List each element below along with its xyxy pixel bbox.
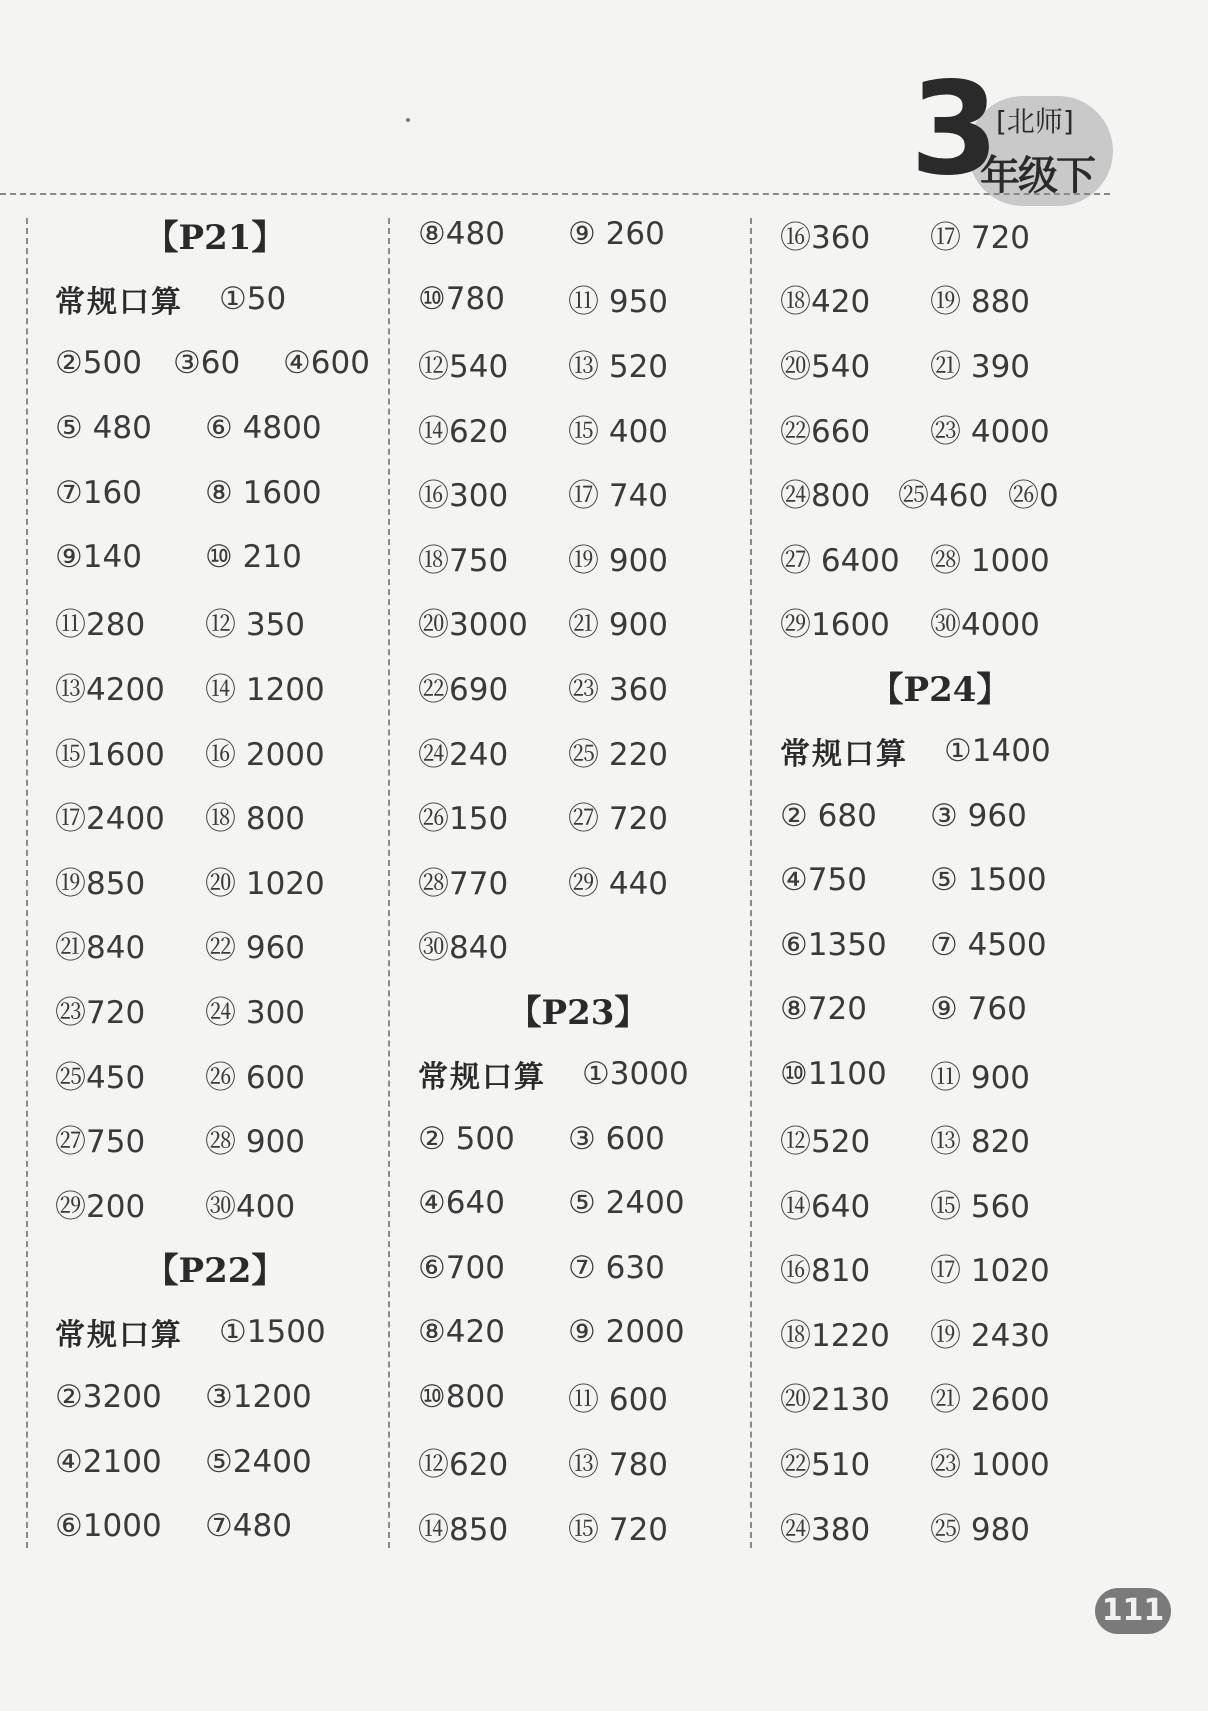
answer-row xyxy=(780,1106,1120,1171)
section-title: 【P22】 xyxy=(144,1251,286,1292)
answer-row xyxy=(55,396,395,461)
answer-item: ⑨ 260 xyxy=(568,216,665,253)
section-title: 【P24】 xyxy=(869,669,1011,710)
answer-item: ⑯300 xyxy=(418,478,509,515)
answer-row xyxy=(780,977,1120,1042)
answer-row xyxy=(418,460,758,525)
answer-item: ㉖150 xyxy=(418,801,509,838)
answer-row xyxy=(780,1236,1120,1301)
exercise-type-label: 常规口算 xyxy=(55,1318,183,1354)
answer-column-3 xyxy=(780,202,1120,1558)
answer-item: ⑲ 2430 xyxy=(930,1317,1050,1354)
answer-row xyxy=(418,202,758,267)
answer-item: ⑭620 xyxy=(418,413,509,450)
answer-item: ㉕450 xyxy=(55,1059,146,1096)
answer-item: ⑮ 400 xyxy=(568,413,669,450)
answer-item: ⑤ 480 xyxy=(55,410,152,447)
answer-item: ⑦160 xyxy=(55,474,142,511)
answer-row xyxy=(418,654,758,719)
answer-item: ⑱1220 xyxy=(780,1317,890,1354)
answer-item: ⑰2400 xyxy=(55,801,165,838)
section-title: 【P21】 xyxy=(144,217,286,258)
answer-item: ⑪ 900 xyxy=(930,1059,1031,1096)
answer-row xyxy=(418,396,758,461)
answer-item: ④640 xyxy=(418,1185,505,1222)
answer-row xyxy=(418,913,758,978)
answer-row xyxy=(418,848,758,913)
answer-row xyxy=(418,1365,758,1430)
answer-item: ①50 xyxy=(219,280,287,317)
answer-row xyxy=(780,1429,1120,1494)
answer-item: ①1400 xyxy=(944,733,1051,770)
answer-item: ⑪ 950 xyxy=(568,284,669,321)
answer-item: ⑨140 xyxy=(55,539,142,576)
answer-item: ㉘770 xyxy=(418,865,509,902)
answer-item: ①1500 xyxy=(219,1314,326,1351)
answer-item: ⑩1100 xyxy=(780,1056,887,1093)
answer-row xyxy=(55,913,395,978)
answer-item: ⑱ 800 xyxy=(205,801,306,838)
answer-item: ⑭850 xyxy=(418,1511,509,1548)
grade-badge xyxy=(908,55,1118,208)
answer-item: ⑦ 4500 xyxy=(930,926,1047,963)
answer-item: ⑰ 1020 xyxy=(930,1253,1050,1290)
answer-item: ⑳540 xyxy=(780,348,871,385)
answer-item: ④600 xyxy=(283,345,370,382)
answer-row xyxy=(418,267,758,332)
answer-item: ③60 xyxy=(173,345,241,382)
answer-item: ㉗750 xyxy=(55,1124,146,1161)
answer-item: ㉒510 xyxy=(780,1447,871,1484)
answer-item: ⑫540 xyxy=(418,348,509,385)
answer-row xyxy=(780,1365,1120,1430)
answer-item: ③ 600 xyxy=(568,1120,665,1157)
answer-item: ⑥ 4800 xyxy=(205,410,322,447)
answer-item: ⑫ 350 xyxy=(205,607,306,644)
answer-item: ㉑840 xyxy=(55,930,146,967)
answer-row xyxy=(418,1429,758,1494)
answer-item: ㉔380 xyxy=(780,1511,871,1548)
answer-item: ⑦ 630 xyxy=(568,1249,665,1286)
answer-item: ⑧420 xyxy=(418,1314,505,1351)
answer-row xyxy=(55,1365,395,1430)
answer-item: ㉘ 900 xyxy=(205,1124,306,1161)
answer-row xyxy=(418,1106,758,1171)
answer-row xyxy=(780,267,1120,332)
answer-column-2 xyxy=(418,202,758,1558)
answer-item: ⑨ 2000 xyxy=(568,1314,685,1351)
answer-row xyxy=(55,331,395,396)
answer-item: ⑧720 xyxy=(780,991,867,1028)
answer-row xyxy=(780,1042,1120,1107)
answer-item: ㉙200 xyxy=(55,1188,146,1225)
answer-item: ⑥700 xyxy=(418,1249,505,1286)
answer-item: ⑲ 880 xyxy=(930,284,1031,321)
answer-item: ②3200 xyxy=(55,1378,162,1415)
answer-row xyxy=(418,1236,758,1301)
answer-item: ②500 xyxy=(55,345,142,382)
answer-item: ⑯360 xyxy=(780,219,871,256)
answer-item: ⑰ 720 xyxy=(930,219,1031,256)
answer-row xyxy=(55,590,395,655)
answer-item: ⑬4200 xyxy=(55,671,165,708)
answer-item: ⑫620 xyxy=(418,1447,509,1484)
answer-item: ⑲ 900 xyxy=(568,542,669,579)
answer-row xyxy=(55,1494,395,1559)
answer-item: ㉕ 220 xyxy=(568,736,669,773)
answer-row xyxy=(418,719,758,784)
answer-item: ⑤ 1500 xyxy=(930,862,1047,899)
answer-row xyxy=(55,783,395,848)
answer-row xyxy=(780,590,1120,655)
answer-item: ㉖ 600 xyxy=(205,1059,306,1096)
badge-number: 3 xyxy=(910,55,1000,204)
answer-item: ⑬ 820 xyxy=(930,1124,1031,1161)
answer-item: ④2100 xyxy=(55,1443,162,1480)
answer-item: ⑱420 xyxy=(780,284,871,321)
answer-item: ㉗ 720 xyxy=(568,801,669,838)
answer-item: ⑭640 xyxy=(780,1188,871,1225)
answer-item: ㉒ 960 xyxy=(205,930,306,967)
answer-row xyxy=(780,460,1120,525)
answer-item: ㉖0 xyxy=(1008,478,1059,515)
answer-item: ⑪280 xyxy=(55,607,146,644)
badge-grade: 年级下 xyxy=(980,153,1094,199)
answer-row xyxy=(780,1494,1120,1559)
answer-item: ⑤2400 xyxy=(205,1443,312,1480)
section-title: 【P23】 xyxy=(507,992,649,1033)
answer-row xyxy=(55,1429,395,1494)
answer-row xyxy=(780,913,1120,978)
answer-item: ㉙1600 xyxy=(780,607,890,644)
answer-item: ㉘ 1000 xyxy=(930,542,1050,579)
answer-item: ④750 xyxy=(780,862,867,899)
answer-row xyxy=(418,331,758,396)
answer-row xyxy=(418,590,758,655)
answer-item: ⑪ 600 xyxy=(568,1382,669,1419)
answer-item: ㉓ 360 xyxy=(568,671,669,708)
answer-item: ⑲850 xyxy=(55,865,146,902)
answer-item: ③ 960 xyxy=(930,797,1027,834)
answer-item: ⑥1350 xyxy=(780,926,887,963)
answer-item: ⑩ 210 xyxy=(205,539,302,576)
answer-item: ㉚4000 xyxy=(930,607,1040,644)
answer-row xyxy=(780,1300,1120,1365)
answer-item: ㉑ 2600 xyxy=(930,1382,1050,1419)
answer-row xyxy=(55,1042,395,1107)
section-first-row xyxy=(780,719,1120,784)
answer-item: ㉑ 900 xyxy=(568,607,669,644)
answer-item: ⑤ 2400 xyxy=(568,1185,685,1222)
answer-row xyxy=(780,525,1120,590)
answer-row xyxy=(418,1171,758,1236)
answer-item: ㉓ 1000 xyxy=(930,1447,1050,1484)
answer-item: ㉚840 xyxy=(418,930,509,967)
answer-row xyxy=(418,525,758,590)
column-divider-left xyxy=(26,218,28,1548)
answer-row xyxy=(418,1494,758,1559)
answer-row xyxy=(780,783,1120,848)
answer-item: ㉔ 300 xyxy=(205,994,306,1031)
answer-row xyxy=(55,1106,395,1171)
answer-item: ㉚400 xyxy=(205,1188,296,1225)
answer-item: ⑱750 xyxy=(418,542,509,579)
answer-row xyxy=(780,1171,1120,1236)
answer-item: ⑭ 1200 xyxy=(205,671,325,708)
answer-column-1 xyxy=(55,202,395,1558)
answer-item: ⑬ 520 xyxy=(568,348,669,385)
answer-item: ㉓720 xyxy=(55,994,146,1031)
answer-item: ⑳2130 xyxy=(780,1382,890,1419)
answer-item: ㉕ 980 xyxy=(930,1511,1031,1548)
answer-item: ⑩780 xyxy=(418,280,505,317)
answer-item: ③1200 xyxy=(205,1378,312,1415)
badge-edition: [北师] xyxy=(996,105,1074,138)
answer-item: ㉙ 440 xyxy=(568,865,669,902)
section-first-row xyxy=(55,1300,395,1365)
answer-item: ⑫520 xyxy=(780,1124,871,1161)
answer-row xyxy=(780,848,1120,913)
answer-item: ② 680 xyxy=(780,797,877,834)
answer-item: ㉗ 6400 xyxy=(780,542,900,579)
answer-item: ② 500 xyxy=(418,1120,515,1157)
answer-row xyxy=(780,202,1120,267)
answer-item: ⑮ 560 xyxy=(930,1188,1031,1225)
answer-row xyxy=(55,719,395,784)
header-divider xyxy=(0,193,1110,195)
answer-item: ⑳3000 xyxy=(418,607,528,644)
answer-item: ㉔800 xyxy=(780,478,871,515)
answer-item: ⑩800 xyxy=(418,1378,505,1415)
section-first-row xyxy=(55,267,395,332)
section-first-row xyxy=(418,1042,758,1107)
answer-item: ㉒690 xyxy=(418,671,509,708)
answer-row xyxy=(55,654,395,719)
speck xyxy=(406,118,410,122)
answer-item: ⑬ 780 xyxy=(568,1447,669,1484)
answer-item: ⑥1000 xyxy=(55,1508,162,1545)
exercise-type-label: 常规口算 xyxy=(418,1060,546,1096)
answer-row xyxy=(55,525,395,590)
answer-row xyxy=(55,460,395,525)
answer-item: ⑦480 xyxy=(205,1508,292,1545)
answer-item: ⑮1600 xyxy=(55,736,165,773)
exercise-type-label: 常规口算 xyxy=(55,284,183,320)
answer-item: ㉑ 390 xyxy=(930,348,1031,385)
answer-item: ⑧ 1600 xyxy=(205,474,322,511)
answer-item: ⑧480 xyxy=(418,216,505,253)
answer-item: ㉕460 xyxy=(898,478,989,515)
answer-row xyxy=(418,783,758,848)
answer-row xyxy=(55,977,395,1042)
answer-row xyxy=(55,1171,395,1236)
answer-item: ㉓ 4000 xyxy=(930,413,1050,450)
answer-row xyxy=(55,848,395,913)
answer-item: ⑰ 740 xyxy=(568,478,669,515)
answer-item: ⑳ 1020 xyxy=(205,865,325,902)
answer-item: ⑨ 760 xyxy=(930,991,1027,1028)
answer-row xyxy=(418,1300,758,1365)
page-number: 111 xyxy=(1095,1588,1171,1634)
answer-item: ①3000 xyxy=(582,1056,689,1093)
exercise-type-label: 常规口算 xyxy=(780,737,908,773)
answer-item: ⑮ 720 xyxy=(568,1511,669,1548)
answer-item: ⑯810 xyxy=(780,1253,871,1290)
answer-item: ㉔240 xyxy=(418,736,509,773)
answer-row xyxy=(780,331,1120,396)
answer-row xyxy=(780,396,1120,461)
answer-item: ⑯ 2000 xyxy=(205,736,325,773)
answer-item: ㉒660 xyxy=(780,413,871,450)
